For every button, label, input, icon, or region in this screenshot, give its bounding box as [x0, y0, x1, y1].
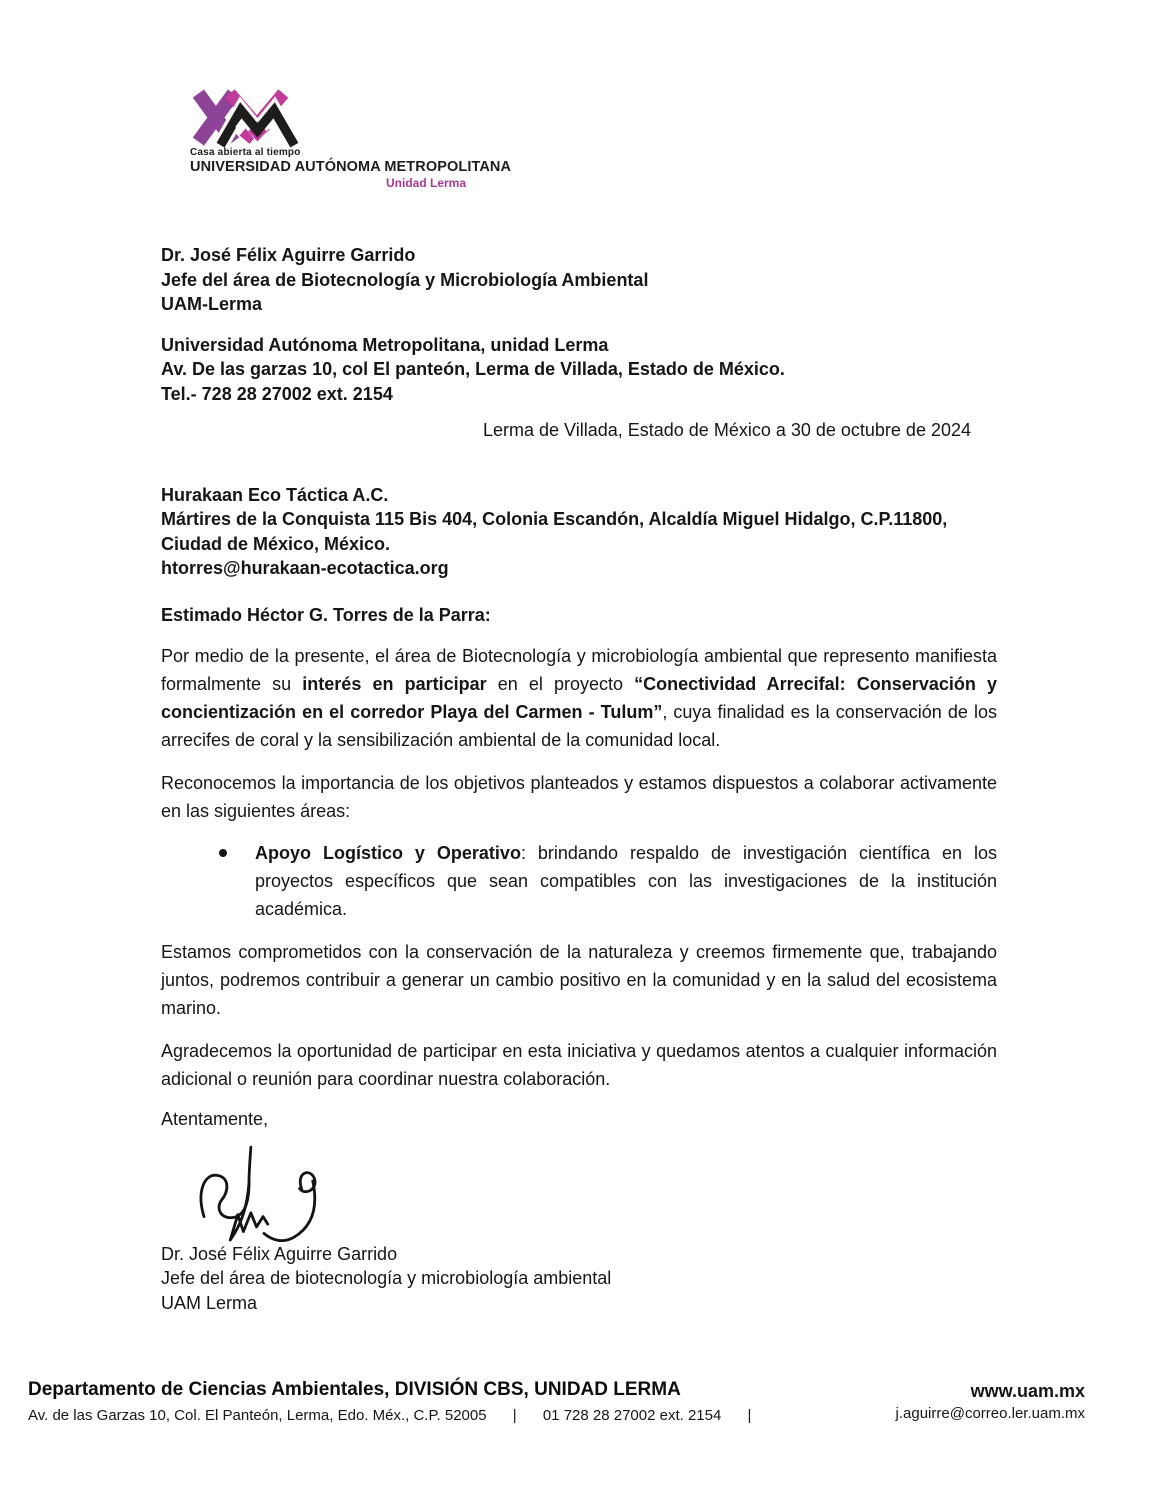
bullet-icon: [219, 849, 227, 857]
logo-tagline: Casa abierta al tiempo: [190, 147, 301, 158]
recipient-block: [161, 483, 997, 581]
sender-institution: UAM-Lerma: [161, 294, 263, 314]
signatory-title: Jefe del área de biotecnología y microbiología ambiental: [161, 1268, 612, 1288]
recipient-name: Hurakaan Eco Táctica A.C.: [161, 484, 389, 505]
letter-content: [161, 0, 997, 1315]
footer-left: [28, 1378, 773, 1425]
footer-website: www.uam.mx: [970, 1381, 1085, 1401]
date-line: Lerma de Villada, Estado de México a 30 de octubre de 2024: [483, 420, 971, 440]
signature-block: [161, 1242, 997, 1316]
closing: Atentamente,: [161, 1109, 269, 1129]
paragraph-commitment: Estamos comprometidos con la conservación de la naturaleza y creemos firmemente que, trabajando juntos, podremos contribuir a generar un cambio positivo en la comunidad y en la salud del ecosistema marino.: [161, 942, 997, 1018]
university-name: UNIVERSIDAD AUTÓNOMA METROPOLITANA: [190, 159, 512, 175]
paragraph-intro: Por medio de la presente, el área de Biotecnología y microbiología ambiental que represento manifiesta formalmente su interés en participar en el proyecto “Conectividad Arrecifal: Conservación y concientización en el corredor Playa del Carmen - Tulum”, cuya finalidad es la conservación de los arrecifes de coral y la sensibilización ambiental de la comunidad local.: [161, 646, 997, 750]
footer-separator: |: [512, 1407, 517, 1424]
recipient-address-1: Mártires de la Conquista 115 Bis 404, Colonia Escandón, Alcaldía Miguel Hidalgo, C.P.11800,: [161, 509, 948, 529]
sender-name: Dr. José Félix Aguirre Garrido: [161, 245, 416, 265]
paragraph-collaboration: Reconocemos la importancia de los objetivos planteados y estamos dispuestos a colaborar activamente en las siguientes áreas:: [161, 773, 997, 821]
signature-icon: [189, 1134, 339, 1242]
footer-address: Av. de las Garzas 10, Col. El Panteón, Lerma, Edo. Méx., C.P. 52005: [28, 1407, 487, 1424]
footer-address-line: [28, 1406, 773, 1425]
org-phone: Tel.- 728 28 27002 ext. 2154: [161, 383, 393, 404]
footer-separator: |: [747, 1407, 752, 1424]
salutation: Estimado Héctor G. Torres de la Parra:: [161, 604, 491, 625]
footer-right: [896, 1380, 1085, 1424]
sender-block: [161, 243, 997, 317]
bullet-text: Apoyo Logístico y Operativo: brindando respaldo de investigación científica en los proyectos específicos que sean compatibles con las investigaciones de la institución académica.: [255, 843, 997, 919]
recipient-address-2: Ciudad de México, México.: [161, 533, 391, 554]
footer-department: Departamento de Ciencias Ambientales, DIVISIÓN CBS, UNIDAD LERMA: [28, 1379, 681, 1400]
campus-unit-label: Unidad Lerma: [385, 176, 466, 190]
org-name: Universidad Autónoma Metropolitana, unidad Lerma: [161, 334, 609, 355]
org-address: Av. De las garzas 10, col El panteón, Lerma de Villada, Estado de México.: [161, 359, 785, 379]
signatory-name: Dr. José Félix Aguirre Garrido: [161, 1243, 398, 1264]
bullet-item: [161, 839, 997, 923]
sender-title: Jefe del área de Biotecnología y Microbiología Ambiental: [161, 269, 649, 290]
signatory-institution: UAM Lerma: [161, 1292, 258, 1313]
paragraph-thanks: Agradecemos la oportunidad de participar en esta iniciativa y quedamos atentos a cualquier información adicional o reunión para coordinar nuestra colaboración.: [161, 1041, 997, 1089]
recipient-email: htorres@hurakaan-ecotactica.org: [161, 558, 449, 578]
signature: [189, 1134, 997, 1242]
sender-org-block: [161, 333, 997, 407]
footer-phone: 01 728 28 27002 ext. 2154: [542, 1407, 722, 1424]
footer-email: j.aguirre@correo.ler.uam.mx: [895, 1405, 1085, 1422]
